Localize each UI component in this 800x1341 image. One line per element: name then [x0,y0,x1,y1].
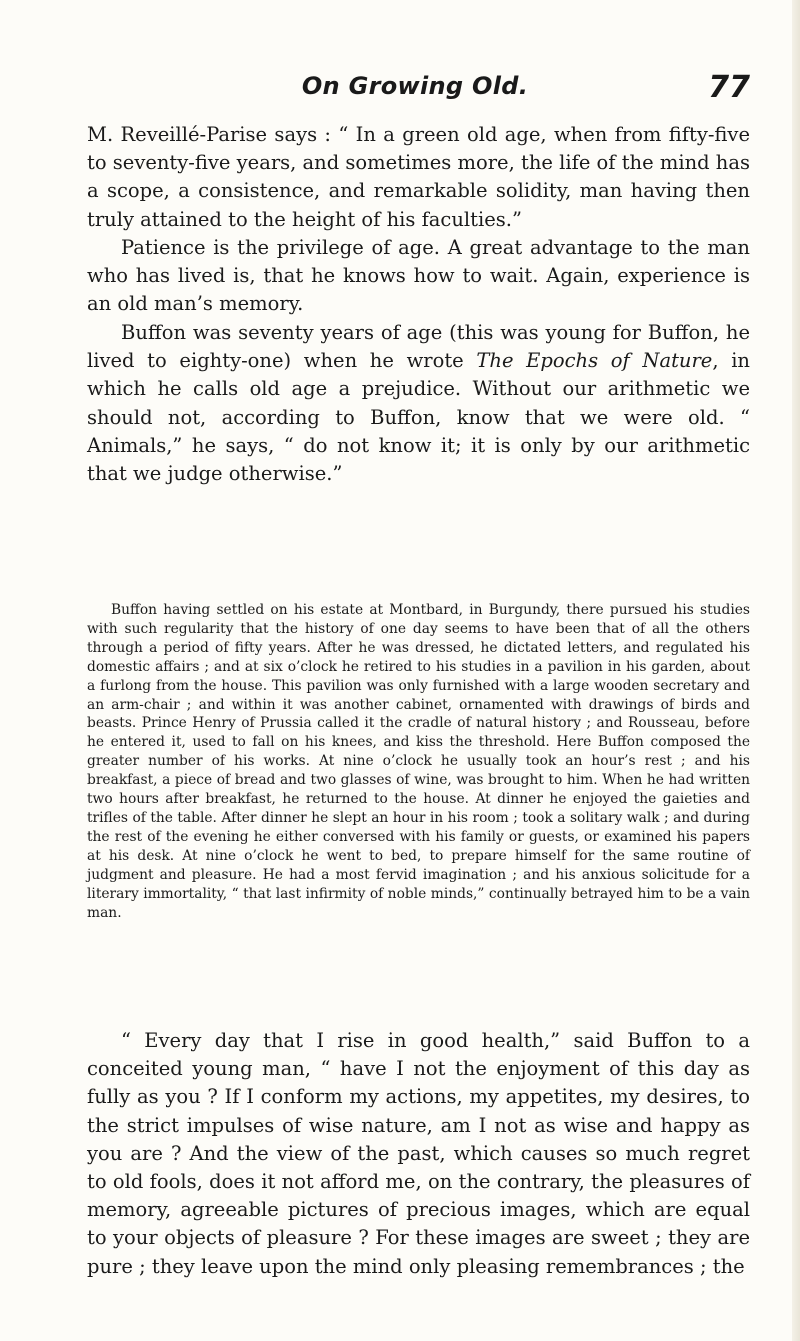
paragraph-patience: Patience is the privilege of age. A great advantage to the man who has lived is, that he knows how to wait. Again, experience is an old man’s memory. [87,236,750,316]
paragraph-buffon-routine-note: Buffon having settled on his estate at Montbard, in Burgundy, there pursued his studies with such regularity that the history of one day seems to have been that of all the others through a period of fifty years. After he was dressed, he dictated letters, and regulated his domestic affairs ; and at six o’clock he retired to his studies in a pavilion in his garden, about a furlong from the house. This pavilion was only furnished with a large wooden secretary and an arm-chair ; and within it was another cabinet, ornamented with drawings of birds and beasts. Prince Henry of Prussia called it the cradle of natural history ; and Rousseau, before he entered it, used to fall on his knees, and kiss the threshold. Here Buffon composed the greater number of his works. At nine o’clock he usually took an hour’s rest ; and his breakfast, a piece of bread and two glasses of wine, was brought to him. When he had written two hours after breakfast, he returned to the house. At dinner he enjoyed the gaieties and trifles of the table. After dinner he slept an hour in his room ; took a solitary walk ; and during the rest of the evening he either conversed with his family or guests, or examined his papers at his desk. At nine o’clock he went to bed, to prepare himself for the same routine of judgment and pleasure. He had a most fervid imagination ; and his anxious solicitude for a literary immortality, “ that last infirmity of noble minds,” continually betrayed him to be a vain man. [87,602,750,921]
paragraph-buffon-text-start: Buffon was seventy years of age (this was young for Buffon, he lived to eighty-one) when he wrote [87,321,750,373]
running-head [80,70,750,106]
running-title: On Growing Old. [301,72,529,100]
paragraph-every-day-quote: “ Every day that I rise in good health,” said Buffon to a conceited young man, “ have I not the enjoyment of this day as fully as you ? If I conform my actions, my appetites, my desires, to the strict impulses of wise nature, am I not as wise and happy as you are ? And the view of the past, which causes so much regret to old fools, does it not afford me, on the contrary, the pleasures of memory, agreeable pictures of precious images, which are equal to your objects of pleasure ? For these images are sweet ; they are pure ; they leave upon the mind only pleasing remembrances ; the [87,1029,750,1278]
page-number: 77 [708,70,750,105]
paragraph-buffon-epochs [87,319,750,488]
paragraph-buffon-text-end: , in which he calls old age a prejudice. Without our arithmetic we should not, according to Buffon, know that we were old. “ Animals,” he says, “ do not know it; it is only by our arithmetic that we judge otherwise.” [87,349,750,486]
page-edge-shadow [792,0,800,1341]
paragraph-reveille-quote: M. Reveillé-Parise says : “ In a green old age, when from fifty-five to seventy-five years, and sometimes more, the life of the mind has a scope, a consistence, and remarkable solidity, man having then truly attained to the height of his faculties.” [87,123,750,231]
book-title-epochs-of-nature: The Epochs of Nature [476,349,713,373]
